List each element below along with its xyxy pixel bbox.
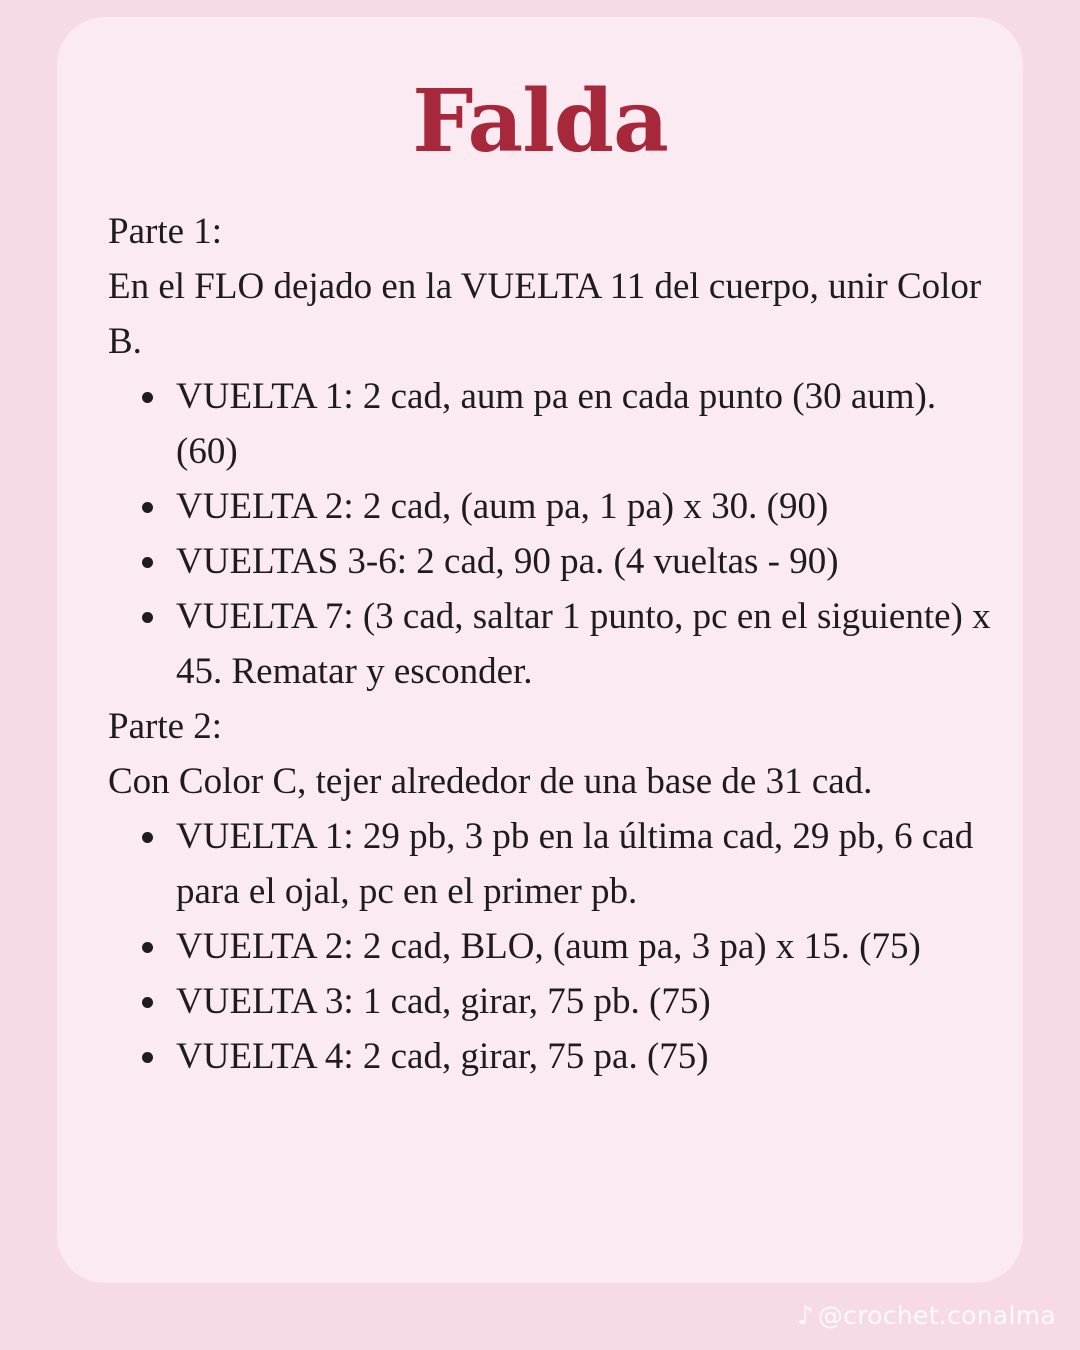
bullet-icon: [142, 392, 153, 403]
content-card: [57, 17, 1023, 1283]
list-item: [108, 589, 998, 699]
watermark: [797, 1301, 1056, 1330]
bullet-icon: [142, 557, 153, 568]
bullet-icon: [142, 612, 153, 623]
step-text: VUELTAS 3-6: 2 cad, 90 pa. (4 vueltas - 90): [176, 541, 839, 582]
pattern-content: [108, 204, 998, 1084]
list-item: [108, 1029, 998, 1084]
part1-intro: En el FLO dejado en la VUELTA 11 del cuerpo, unir Color B.: [108, 266, 982, 362]
step-text: VUELTA 2: 2 cad, BLO, (aum pa, 3 pa) x 15. (75): [176, 926, 921, 967]
list-item: [108, 534, 998, 589]
bullet-icon: [142, 997, 153, 1008]
part2-steps-list: [108, 809, 998, 1084]
bullet-icon: [142, 832, 153, 843]
part2-heading: Parte 2:: [108, 706, 223, 747]
bullet-icon: [142, 1052, 153, 1063]
part1-steps-list: [108, 369, 998, 699]
tiktok-icon: ♪: [796, 1300, 814, 1331]
step-text: VUELTA 2: 2 cad, (aum pa, 1 pa) x 30. (90): [176, 486, 829, 527]
watermark-handle: @crochet.conalma: [817, 1301, 1056, 1330]
list-item: [108, 479, 998, 534]
list-item: [108, 809, 998, 919]
bullet-icon: [142, 502, 153, 513]
page-title: Falda: [412, 71, 668, 172]
list-item: [108, 919, 998, 974]
step-text: VUELTA 1: 29 pb, 3 pb en la última cad, 29 pb, 6 cad para el ojal, pc en el primer pb.: [176, 816, 974, 912]
step-text: VUELTA 4: 2 cad, girar, 75 pa. (75): [176, 1036, 709, 1077]
list-item: [108, 974, 998, 1029]
bullet-icon: [142, 942, 153, 953]
part1-heading: Parte 1:: [108, 211, 223, 252]
step-text: VUELTA 7: (3 cad, saltar 1 punto, pc en el siguiente) x 45. Rematar y esconder.: [176, 596, 991, 692]
part2-intro: Con Color C, tejer alrededor de una base de 31 cad.: [108, 761, 873, 802]
step-text: VUELTA 3: 1 cad, girar, 75 pb. (75): [176, 981, 711, 1022]
step-text: VUELTA 1: 2 cad, aum pa en cada punto (30 aum). (60): [176, 376, 937, 472]
list-item: [108, 369, 998, 479]
